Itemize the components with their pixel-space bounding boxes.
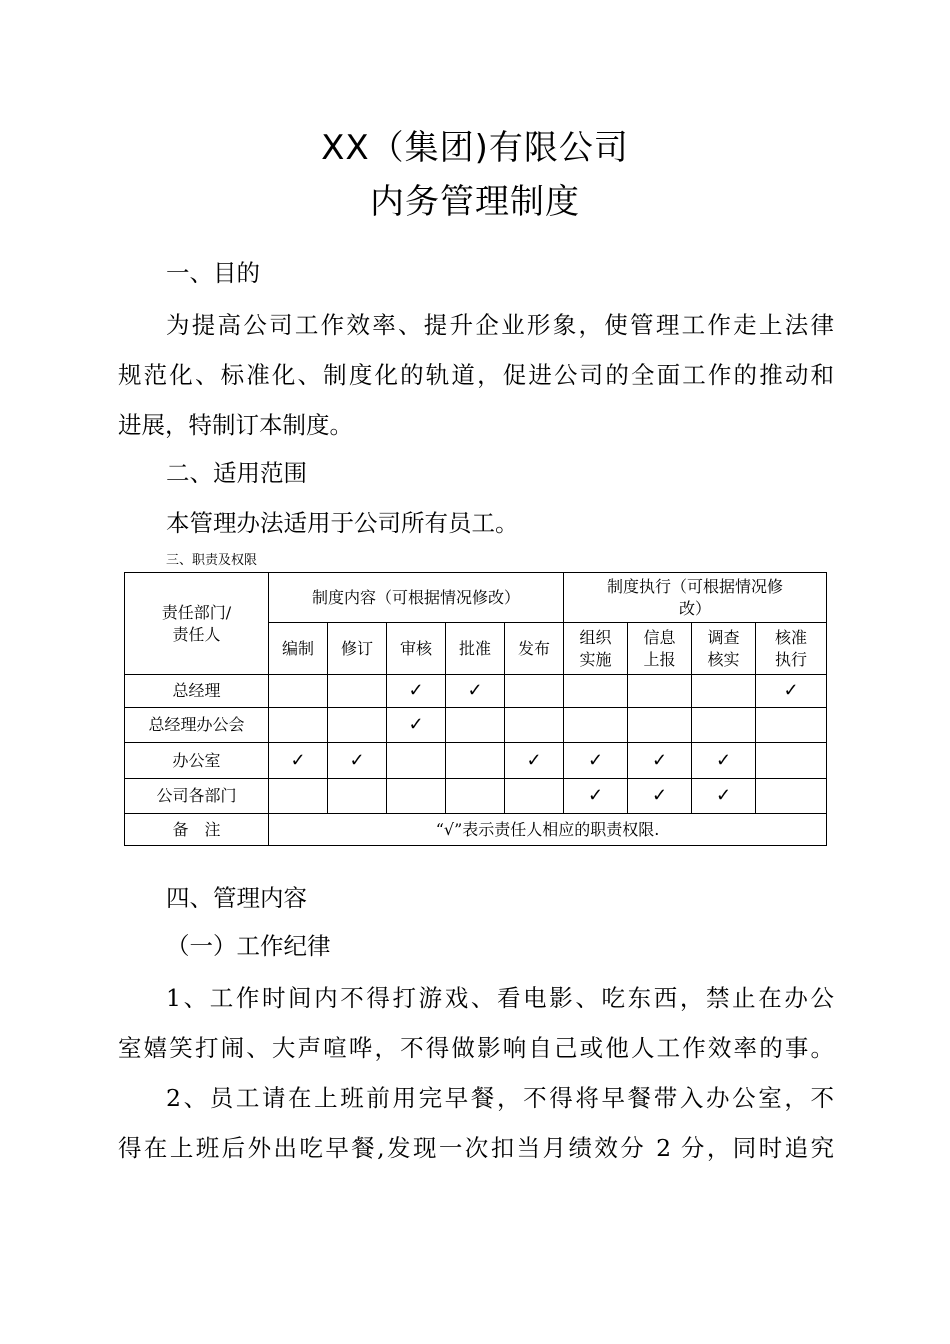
document-title-line1: XX（集团)有限公司 [321, 128, 629, 168]
check-cell [269, 779, 328, 814]
sub-header-publish: 发布 [505, 623, 564, 675]
check-cell: ✓ [628, 743, 692, 779]
check-cell [446, 708, 505, 743]
exec-header-verify-line1: 调查 [707, 627, 740, 647]
check-cell [756, 779, 827, 814]
check-cell [564, 675, 628, 708]
exec-group-header-line2: 改） [679, 598, 712, 618]
item2-line2: 得在上班后外出吃早餐,发现一次扣当月绩效分 2 分，同时追究 [118, 1134, 834, 1162]
check-cell [628, 708, 692, 743]
check-cell: ✓ [387, 675, 446, 708]
section1-line3: 进展，特制订本制度。 [118, 411, 353, 439]
check-cell [505, 675, 564, 708]
exec-header-report-line1: 信息 [643, 627, 676, 647]
section2-text: 本管理办法适用于公司所有员工。 [166, 509, 519, 537]
exec-group-header [564, 573, 827, 623]
exec-group-header-line1: 制度执行（可根据情况修 [607, 576, 784, 596]
check-cell [564, 708, 628, 743]
check-cell [269, 675, 328, 708]
check-cell [692, 675, 756, 708]
exec-header-report-line2: 上报 [643, 649, 676, 669]
table-row [125, 708, 827, 743]
dept-header-line2: 责任人 [172, 624, 221, 644]
sub-header-compile: 编制 [269, 623, 328, 675]
check-cell [446, 779, 505, 814]
item1-line1: 1、工作时间内不得打游戏、看电影、吃东西，禁止在办公 [166, 984, 834, 1012]
duty-table [124, 572, 827, 846]
exec-header-implement-line1: 组织 [579, 627, 612, 647]
item2-line1: 2、员工请在上班前用完早餐，不得将早餐带入办公室，不 [166, 1084, 834, 1112]
table-row [125, 743, 827, 779]
check-cell [446, 743, 505, 779]
row-name: 办公室 [125, 743, 269, 779]
section2-heading: 二、适用范围 [166, 459, 307, 487]
check-cell [387, 779, 446, 814]
check-cell: ✓ [269, 743, 328, 779]
section4-heading: 四、管理内容 [166, 884, 307, 912]
check-cell [505, 708, 564, 743]
exec-header-verify-line2: 核实 [707, 649, 740, 669]
table-row [125, 779, 827, 814]
sub-header-review: 审核 [387, 623, 446, 675]
item1-line2: 室嬉笑打闹、大声喧哗，不得做影响自己或他人工作效率的事。 [118, 1034, 834, 1062]
check-cell [328, 779, 387, 814]
row-name: 公司各部门 [125, 779, 269, 814]
note-row [125, 814, 827, 846]
section1-heading: 一、目的 [166, 259, 260, 287]
dept-header [125, 573, 269, 675]
sub-header-revise: 修订 [328, 623, 387, 675]
check-cell [628, 675, 692, 708]
subsection1-heading: （一）工作纪律 [166, 932, 331, 960]
check-cell [692, 708, 756, 743]
section1-line1: 为提高公司工作效率、提升企业形象，使管理工作走上法律 [166, 311, 834, 339]
check-cell: ✓ [564, 743, 628, 779]
check-cell [387, 743, 446, 779]
document-title-line2: 内务管理制度 [370, 182, 580, 222]
note-text: “√”表示责任人相应的职责权限. [269, 814, 827, 846]
row-name: 总经理 [125, 675, 269, 708]
check-cell [269, 708, 328, 743]
note-label: 备 注 [125, 814, 269, 846]
check-cell: ✓ [505, 743, 564, 779]
check-cell [505, 779, 564, 814]
check-cell: ✓ [628, 779, 692, 814]
table-row [125, 675, 827, 708]
sub-header-approve: 批准 [446, 623, 505, 675]
exec-header-execute-line1: 核准 [775, 627, 808, 647]
check-cell [328, 708, 387, 743]
check-cell: ✓ [692, 779, 756, 814]
exec-header-execute-line2: 执行 [775, 649, 808, 669]
dept-header-line1: 责任部门/ [161, 602, 232, 622]
section3-heading: 三、职责及权限 [166, 553, 258, 568]
content-group-header: 制度内容（可根据情况修改） [269, 573, 564, 623]
check-cell: ✓ [692, 743, 756, 779]
check-cell: ✓ [564, 779, 628, 814]
check-cell [756, 708, 827, 743]
check-cell [756, 743, 827, 779]
exec-header-implement [564, 623, 628, 675]
row-name: 总经理办公会 [125, 708, 269, 743]
check-cell [328, 675, 387, 708]
exec-header-execute [756, 623, 827, 675]
section1-line2: 规范化、标准化、制度化的轨道，促进公司的全面工作的推动和 [118, 361, 834, 389]
check-cell: ✓ [387, 708, 446, 743]
exec-header-report [628, 623, 692, 675]
check-cell: ✓ [328, 743, 387, 779]
check-cell: ✓ [756, 675, 827, 708]
check-cell: ✓ [446, 675, 505, 708]
exec-header-verify [692, 623, 756, 675]
exec-header-implement-line2: 实施 [579, 649, 612, 669]
